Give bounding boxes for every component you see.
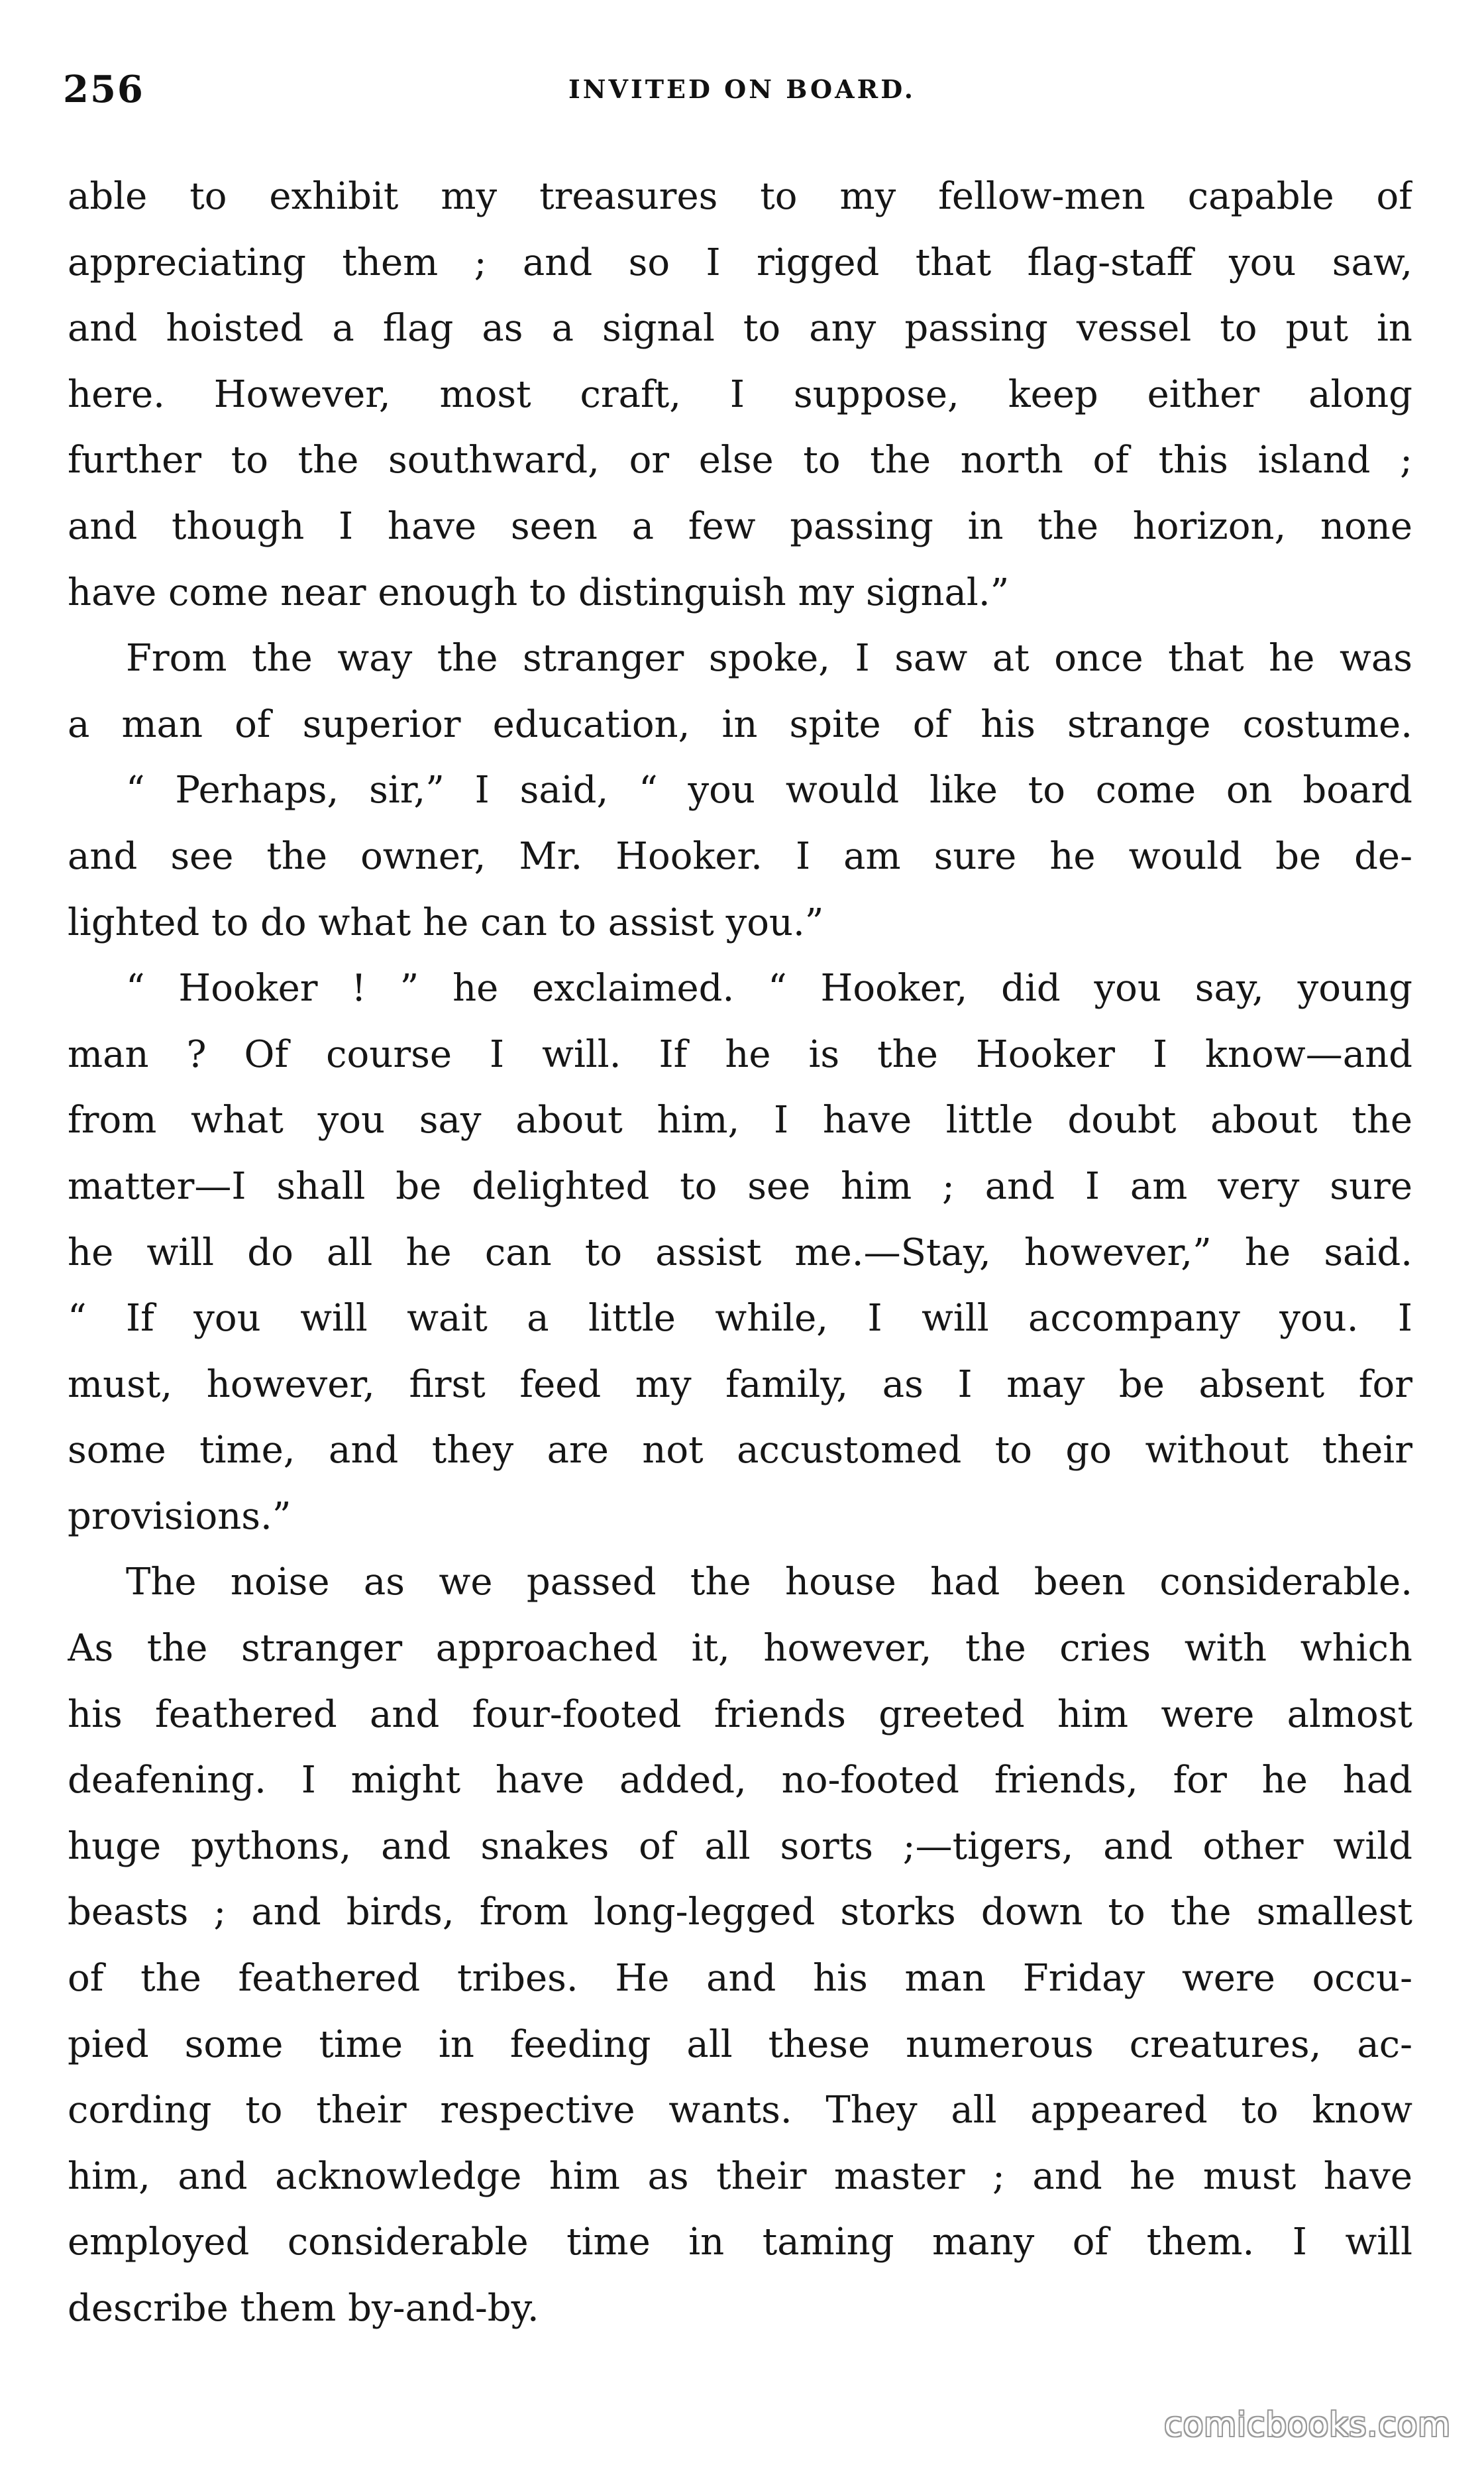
text-line: lighted to do what he can to assist you.” [68,901,824,944]
text-line: cording to their respective wants. They all appeared to know [68,2089,1412,2132]
text-line: describe them by-and-by. [68,2287,539,2330]
text-line: man ? Of course I will. If he is the Hooker I know—and [68,1032,1412,1076]
text-line: pied some time in feeding all these numerous creatures, ac- [68,2022,1412,2066]
text-line: and hoisted a flag as a signal to any passing vessel to put in [68,307,1412,351]
text-line: “ If you will wait a little while, I will accompany you. I [68,1297,1412,1341]
text-line: appreciating them ; and so I rigged that flag-staff you saw, [68,241,1412,284]
text-line: beasts ; and birds, from long-legged storks down to the smallest [68,1891,1412,1934]
text-line: here. However, most craft, I suppose, keep either along [68,372,1412,416]
body-text [68,164,1412,2342]
text-line: further to the southward, or else to the north of this island ; [68,439,1412,482]
text-line: matter—I shall be delighted to see him ; and I am very sure [68,1164,1412,1208]
text-line: able to exhibit my treasures to my fellow-men capable of [68,175,1412,218]
text-line: From the way the stranger spoke, I saw at once that he was [126,637,1412,681]
text-line: he will do all he can to assist me.—Stay, however,” he said. [68,1231,1412,1274]
text-line: some time, and they are not accustomed to go without their [68,1429,1412,1472]
text-line: and though I have seen a few passing in the horizon, none [68,504,1412,548]
text-line: him, and acknowledge him as their master ; and he must have [68,2154,1412,2198]
text-line: “ Hooker ! ” he exclaimed. “ Hooker, did you say, young [126,967,1412,1011]
text-line: employed considerable time in taming many of them. I will [68,2221,1412,2264]
text-line: As the stranger approached it, however, the cries with which [68,1627,1412,1671]
text-line: from what you say about him, I have little doubt about the [68,1099,1412,1142]
text-line: huge pythons, and snakes of all sorts ;—tigers, and other wild [68,1824,1412,1868]
watermark-logo: comicbooks.com [1164,2405,1451,2444]
text-line: provisions.” [68,1494,292,1538]
page-header [63,63,1421,116]
text-line: “ Perhaps, sir,” I said, “ you would like to come on board [126,769,1412,812]
text-line: a man of superior education, in spite of his strange costume. [68,702,1412,746]
running-head: INVITED ON BOARD. [568,74,916,104]
text-line: his feathered and four-footed friends greeted him were almost [68,1692,1412,1736]
text-line: The noise as we passed the house had been considerable. [126,1561,1412,1604]
text-line: of the feathered tribes. He and his man Friday were occu- [68,1957,1412,2001]
text-line: must, however, first feed my family, as I may be absent for [68,1362,1412,1406]
text-line: and see the owner, Mr. Hooker. I am sure he would be de- [68,834,1412,878]
text-line: have come near enough to distinguish my signal.” [68,571,1010,614]
text-line: deafening. I might have added, no-footed friends, for he had [68,1759,1412,1802]
page-number: 256 [63,68,144,111]
